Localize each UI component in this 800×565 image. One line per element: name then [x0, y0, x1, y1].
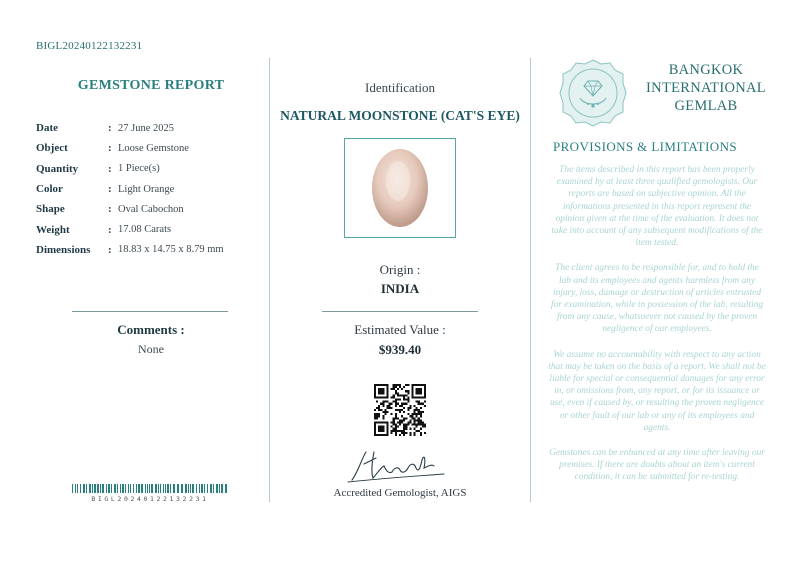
origin-label: Origin :	[379, 262, 421, 277]
qr-code	[374, 384, 426, 436]
comments-label: Comments :	[117, 322, 185, 337]
provisions-title: PROVISIONS & LIMITATIONS	[552, 139, 738, 154]
gemlab-seal-icon	[558, 58, 628, 128]
detail-label: Color	[36, 183, 63, 196]
detail-row-weight: Weight : 17.08 Carats	[36, 223, 172, 236]
lab-name-line: BANGKOK	[668, 62, 744, 78]
detail-label: Dimensions	[36, 243, 91, 256]
estimated-value: $939.40	[378, 342, 422, 357]
detail-value: 17.08 Carats	[118, 224, 172, 236]
provisions-paragraph: Gemstones can be enhanced at any time after leaving our premises. If there are doubts about an item's current condition, it can be submitted for re-testing.	[549, 448, 765, 483]
detail-label: Shape	[36, 203, 65, 216]
detail-row-dimensions: Dimensions : 18.83 x 14.75 x 8.79 mm	[36, 243, 224, 256]
detail-value: 27 June 2025	[118, 122, 174, 134]
report-id: BIGL20240122132231	[36, 40, 143, 52]
detail-value: 1 Piece(s)	[118, 163, 160, 175]
gemstone-photo	[370, 147, 430, 229]
detail-value: Loose Gemstone	[118, 142, 189, 154]
gemstone-photo-frame	[344, 138, 456, 238]
detail-row-shape: Shape : Oval Cabochon	[36, 203, 184, 216]
provisions-paragraph: The items described in this report has been properly examined by at least three qualified gemologists. Our reports are based on subjective opinion. All the informations presented in this report represent the opinion given at the time of the evaluation. It does not take into account of any subsequent modifications of the item tested.	[551, 165, 763, 249]
column-divider-right	[530, 58, 531, 502]
middle-divider	[322, 311, 478, 312]
detail-row-object: Object : Loose Gemstone	[36, 142, 189, 155]
identification-label: Identification	[364, 80, 436, 95]
provisions-text	[548, 164, 766, 497]
comments-divider	[72, 311, 228, 312]
provisions-paragraph: We assume no accountability with respect to any action that may be taken on the basis of a report. We shall not be liable for special or consequential damages for any error in, or omissions from, any report, or for its issuance or use, even if caused by, or resulting the proven negligence or other fault of our lab or any of its employees and agents.	[548, 349, 766, 433]
gemologist-label: Accredited Gemologist, AIGS	[333, 487, 467, 499]
detail-value: Light Orange	[118, 183, 175, 195]
lab-name-line: INTERNATIONAL	[646, 80, 766, 96]
barcode-text: BIGL20240122132231	[91, 495, 209, 503]
comments-value: None	[138, 342, 164, 356]
detail-value: Oval Cabochon	[118, 203, 184, 215]
detail-label: Weight	[36, 223, 70, 236]
detail-label: Date	[36, 122, 58, 135]
origin-value: INDIA	[380, 281, 420, 296]
provisions-paragraph: The client agrees to be responsible for, and to hold the lab and its employees and agents harmless from any injury, loss, damage or destruction of articles entrusted for examination, while in possession of the lab, resulting from any cause, whatsoever not caused by the proven negligence of our employees.	[550, 263, 764, 335]
detail-row-quantity: Quantity : 1 Piece(s)	[36, 162, 160, 175]
column-divider-left	[269, 58, 270, 502]
signature	[344, 446, 456, 486]
lab-name-line: GEMLAB	[674, 98, 738, 114]
detail-row-color: Color : Light Orange	[36, 183, 175, 196]
detail-label: Quantity	[36, 162, 79, 175]
detail-label: Object	[36, 142, 68, 155]
estimated-value-label: Estimated Value :	[354, 322, 446, 337]
identification-value: NATURAL MOONSTONE (CAT'S EYE)	[280, 108, 520, 123]
details-list	[36, 118, 266, 260]
detail-value: 18.83 x 14.75 x 8.79 mm	[118, 244, 224, 256]
lab-name	[636, 61, 776, 115]
report-title: GEMSTONE REPORT	[77, 78, 225, 93]
detail-row-date: Date : 27 June 2025	[36, 122, 174, 135]
